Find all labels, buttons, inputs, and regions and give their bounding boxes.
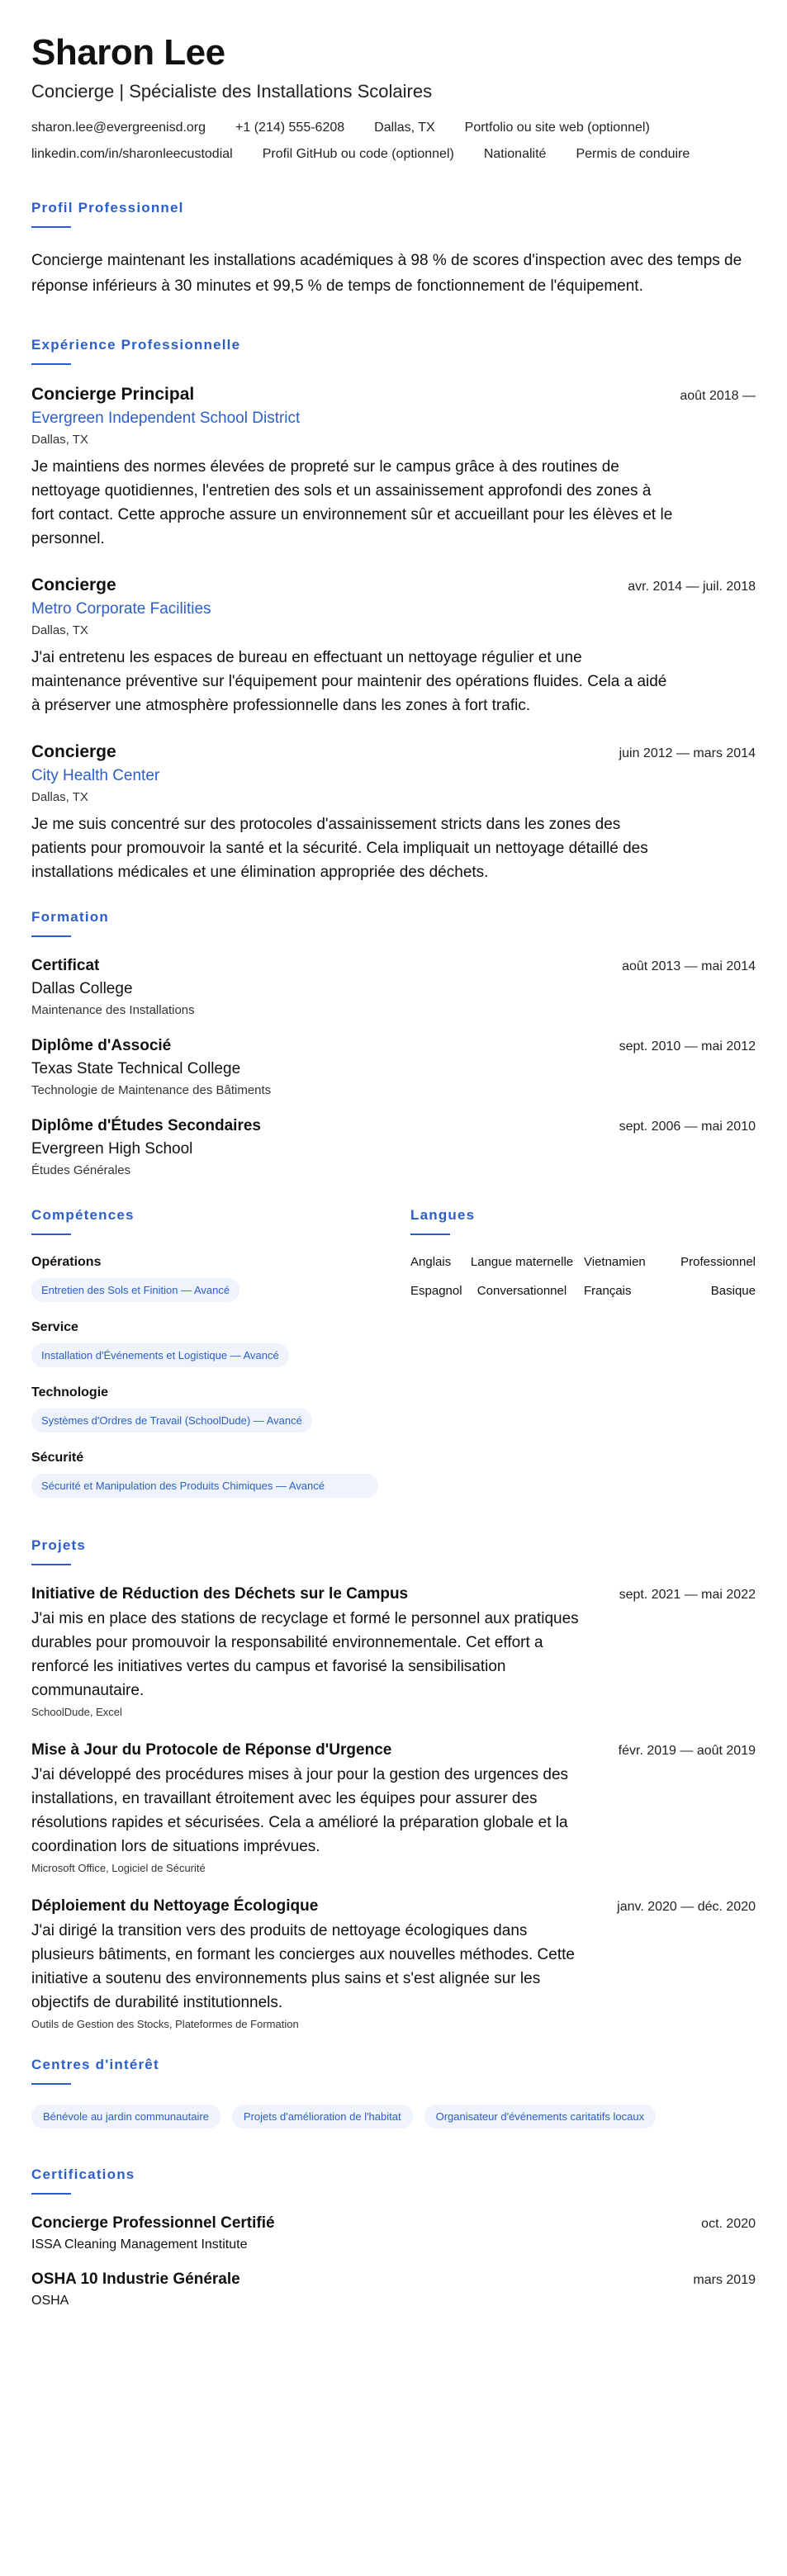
skill-group-name: Technologie — [31, 1385, 109, 1399]
certification-item — [31, 2214, 756, 2252]
section-divider — [31, 1564, 71, 1565]
summary-text: Concierge maintenant les installations académiques à 98 % de scores d'inspection avec des temps de réponse inférieurs à 30 minutes et 99,5 % de temps de fonctionnement de l'équipement. — [31, 252, 742, 295]
skill-group — [31, 1255, 378, 1302]
experience-description: Je maintiens des normes élevées de propreté sur le campus grâce à des routines de nettoyage quotidiennes, l'entretien des sols et un assainissement approfondi des zones à fort contact. Cette approche assure un environnement sûr et accueillant pour les élèves et le personnel. — [31, 458, 673, 547]
education-institution: Evergreen High School — [31, 1140, 193, 1158]
section-title-experience: Expérience Professionnelle — [31, 337, 241, 353]
education-institution: Dallas College — [31, 980, 133, 997]
language-name: Vietnamien — [584, 1255, 646, 1269]
language-fluency: Langue maternelle — [470, 1255, 574, 1269]
contact-linkedin[interactable]: linkedin.com/in/sharonleecustodial — [31, 147, 233, 161]
experience-company: City Health Center — [31, 767, 160, 784]
section-title-projects: Projets — [31, 1537, 87, 1553]
education-area: Maintenance des Installations — [31, 1003, 195, 1017]
section-divider — [31, 935, 71, 937]
language-name: Anglais — [410, 1255, 452, 1269]
project-name: Initiative de Réduction des Déchets sur le Campus — [31, 1585, 409, 1603]
skill-group-name: Sécurité — [31, 1451, 84, 1465]
experience-item — [31, 385, 756, 551]
contact-github[interactable]: Profil GitHub ou code (optionnel) — [262, 147, 454, 161]
skill-keyword-tag: Systèmes d'Ordres de Travail (SchoolDude) — Avancé — [31, 1409, 312, 1432]
contact-portfolio[interactable]: Portfolio ou site web (optionnel) — [464, 121, 650, 135]
certification-issuer: OSHA — [31, 2294, 69, 2308]
skills-languages-row — [31, 1207, 756, 1516]
experience-position: Concierge Principal — [31, 385, 195, 404]
project-keywords: Outils de Gestion des Stocks, Plateformes de Formation — [31, 2018, 299, 2030]
section-divider — [31, 226, 71, 228]
contact-nationality: Nationalité — [483, 147, 547, 161]
project-date: sept. 2021 — mai 2022 — [619, 1588, 756, 1602]
candidate-name: Sharon Lee — [31, 32, 225, 73]
education-area: Études Générales — [31, 1163, 131, 1177]
contact-phone[interactable]: +1 (214) 555-6208 — [235, 121, 345, 135]
interest-tag: Organisateur d'événements caritatifs locaux — [424, 2105, 657, 2129]
section-title-skills: Compétences — [31, 1207, 135, 1223]
experience-location: Dallas, TX — [31, 433, 88, 447]
certification-item — [31, 2271, 756, 2308]
education-degree: Diplôme d'Associé — [31, 1037, 172, 1054]
project-keywords: Microsoft Office, Logiciel de Sécurité — [31, 1862, 206, 1874]
certification-date: mars 2019 — [693, 2273, 756, 2287]
contact-license: Permis de conduire — [576, 147, 690, 161]
project-item — [31, 1897, 756, 2030]
certification-name: OSHA 10 Industrie Générale — [31, 2271, 240, 2288]
language-fluency: Conversationnel — [476, 1284, 567, 1298]
section-divider — [410, 1234, 450, 1235]
education-item — [31, 1037, 756, 1097]
certification-issuer: ISSA Cleaning Management Institute — [31, 2237, 248, 2252]
contact-email[interactable]: sharon.lee@evergreenisd.org — [31, 121, 206, 135]
education-area: Technologie de Maintenance des Bâtiments — [31, 1083, 272, 1097]
skill-group-name: Service — [31, 1320, 78, 1334]
contact-location: Dallas, TX — [374, 121, 435, 135]
project-name: Mise à Jour du Protocole de Réponse d'Urgence — [31, 1741, 392, 1759]
language-name: Espagnol — [410, 1284, 462, 1298]
education-section — [31, 909, 756, 1177]
interests-list — [31, 2105, 756, 2129]
education-item — [31, 957, 756, 1017]
section-divider — [31, 2193, 71, 2195]
experience-date: juin 2012 — mars 2014 — [619, 746, 756, 760]
skills-section — [31, 1207, 378, 1516]
project-date: févr. 2019 — août 2019 — [618, 1744, 756, 1758]
project-date: janv. 2020 — déc. 2020 — [617, 1900, 756, 1914]
experience-item — [31, 742, 756, 884]
experience-item — [31, 575, 756, 717]
interest-tag: Bénévole au jardin communautaire — [31, 2105, 220, 2129]
experience-description: J'ai entretenu les espaces de bureau en effectuant un nettoyage régulier et une maintenance préventive sur l'équipement pour maintenir des opérations fluides. Cela a aidé à préserver une atmosphère professionnelle dans les zones à fort trafic. — [31, 649, 667, 714]
contact-row-1 — [31, 121, 756, 135]
project-description: J'ai dirigé la transition vers des produits de nettoyage écologiques dans plusieurs bâtiments, en formant les concierges aux nouvelles méthodes. Cette initiative a soutenu des environnements plus sains et s'est alignée sur les objectifs de durabilité institutionnels. — [31, 1922, 575, 2011]
experience-company: Evergreen Independent School District — [31, 410, 301, 427]
interests-section — [31, 2057, 756, 2129]
section-divider — [31, 1234, 71, 1235]
skill-group — [31, 1385, 378, 1432]
project-description: J'ai développé des procédures mises à jour pour la gestion des urgences des installations, en travaillant étroitement avec les équipes pour assurer des résolutions rapides et sécurisées. Cela a amélioré la préparation globale et la coordination lors de situations imprévues. — [31, 1766, 569, 1855]
skill-group — [31, 1320, 378, 1367]
skill-keyword-tag: Entretien des Sols et Finition — Avancé — [31, 1278, 239, 1302]
language-fluency: Professionnel — [680, 1255, 756, 1269]
education-date: sept. 2006 — mai 2010 — [619, 1120, 756, 1134]
certification-date: oct. 2020 — [701, 2217, 756, 2231]
candidate-headline: Concierge | Spécialiste des Installations Scolaires — [31, 81, 433, 102]
projects-section — [31, 1537, 756, 2030]
experience-location: Dallas, TX — [31, 623, 88, 637]
education-item — [31, 1117, 756, 1177]
education-degree: Diplôme d'Études Secondaires — [31, 1117, 261, 1134]
section-title-summary: Profil Professionnel — [31, 200, 184, 215]
interest-tag: Projets d'amélioration de l'habitat — [232, 2105, 413, 2129]
experience-date: avr. 2014 — juil. 2018 — [628, 580, 756, 594]
language-name: Français — [584, 1284, 632, 1298]
experience-section — [31, 337, 756, 884]
skill-group-name: Opérations — [31, 1255, 102, 1269]
experience-company: Metro Corporate Facilities — [31, 600, 211, 618]
contact-row-2 — [31, 147, 756, 162]
education-date: sept. 2010 — mai 2012 — [619, 1039, 756, 1054]
certifications-section — [31, 2166, 756, 2308]
certification-name: Concierge Professionnel Certifié — [31, 2214, 275, 2232]
experience-position: Concierge — [31, 575, 116, 594]
project-description: J'ai mis en place des stations de recyclage et formé le personnel aux pratiques durables pour promouvoir la responsabilité environnementale. Cet effort a renforcé les initiatives vertes du campus et favorisé la sensibilisation communautaire. — [31, 1610, 579, 1699]
section-title-interests: Centres d'intérêt — [31, 2057, 159, 2072]
languages-grid — [410, 1255, 756, 1298]
resume-header — [31, 31, 756, 162]
project-keywords: SchoolDude, Excel — [31, 1706, 122, 1718]
education-date: août 2013 — mai 2014 — [622, 959, 756, 973]
section-divider — [31, 2083, 71, 2085]
project-item — [31, 1741, 756, 1874]
experience-location: Dallas, TX — [31, 790, 88, 804]
skill-group — [31, 1451, 378, 1498]
summary-section — [31, 200, 756, 299]
languages-section — [410, 1207, 756, 1516]
project-item — [31, 1585, 756, 1718]
section-divider — [31, 363, 71, 365]
experience-description: Je me suis concentré sur des protocoles d'assainissement stricts dans les zones des patients pour promouvoir la santé et la sécurité. Cela impliquait un nettoyage détaillé des installations médicales et une élimination appropriée des déchets. — [31, 816, 648, 881]
section-title-certifications: Certifications — [31, 2166, 135, 2182]
section-title-languages: Langues — [410, 1207, 476, 1223]
education-degree: Certificat — [31, 957, 100, 974]
education-institution: Texas State Technical College — [31, 1060, 241, 1077]
experience-date: août 2018 — — [680, 389, 756, 403]
section-title-education: Formation — [31, 909, 109, 925]
language-fluency: Basique — [710, 1284, 756, 1298]
skill-keyword-tag: Sécurité et Manipulation des Produits Chimiques — Avancé — [31, 1474, 378, 1498]
experience-position: Concierge — [31, 742, 116, 761]
project-name: Déploiement du Nettoyage Écologique — [31, 1897, 319, 1915]
skill-keyword-tag: Installation d'Événements et Logistique — Avancé — [31, 1343, 289, 1367]
